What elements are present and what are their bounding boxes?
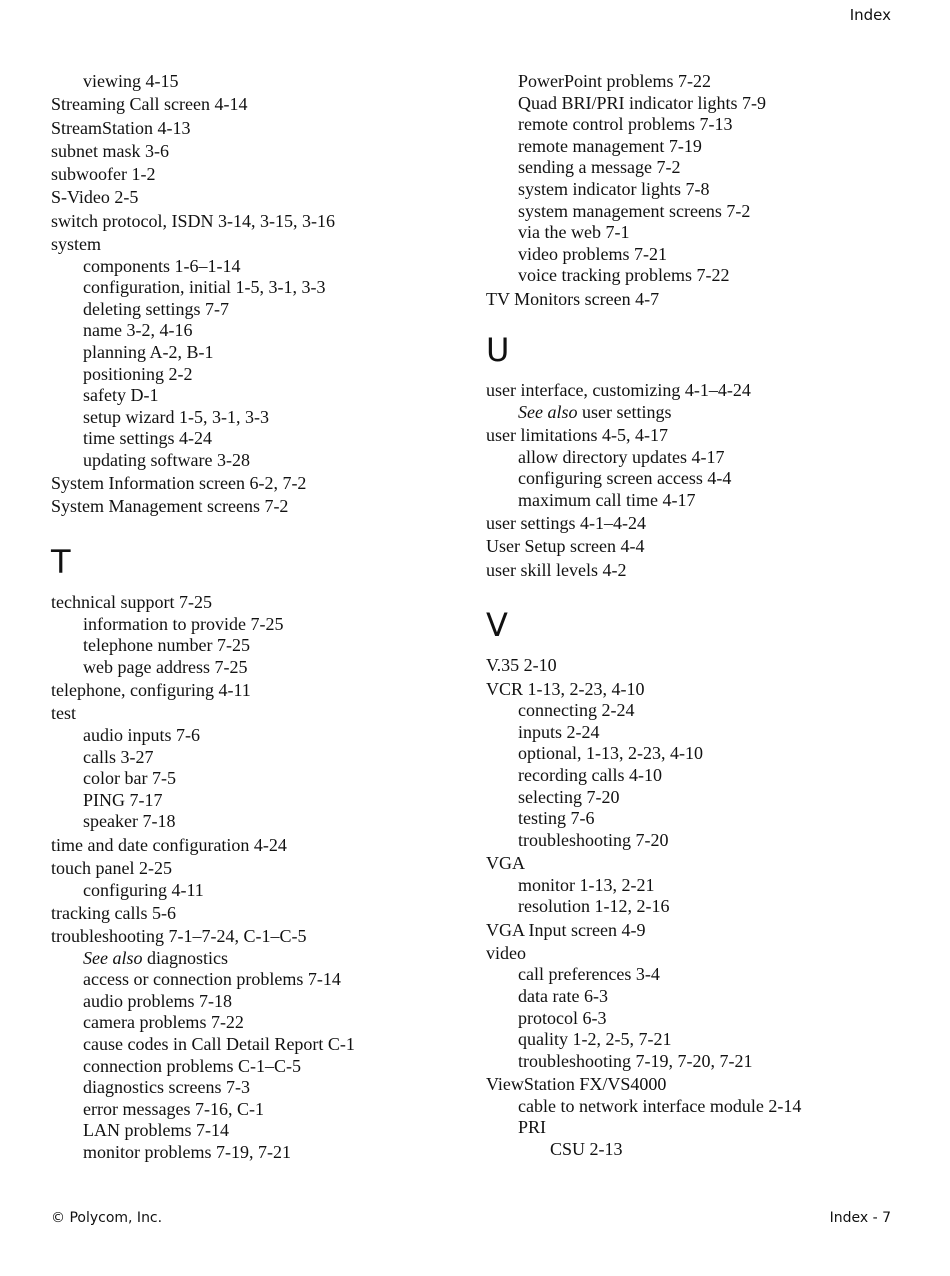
index-entry: technical support 7-25 xyxy=(51,592,212,613)
index-section-t xyxy=(51,544,461,1164)
index-entry: TV Monitors screen 4-7 xyxy=(486,288,660,309)
index-entry: telephone number 7-25 xyxy=(83,635,250,656)
index-entry: calls 3-27 xyxy=(83,746,154,767)
index-entry: cable to network interface module 2-14 xyxy=(518,1095,802,1116)
index-section-u xyxy=(486,332,916,581)
index-entry: V.35 2-10 xyxy=(486,655,557,676)
index-entry: CSU 2-13 xyxy=(550,1138,623,1159)
index-entry: subnet mask 3-6 xyxy=(51,140,169,161)
index-entry: name 3-2, 4-16 xyxy=(83,320,193,341)
index-entry: allow directory updates 4-17 xyxy=(518,446,725,467)
index-entry: access or connection problems 7-14 xyxy=(83,969,341,990)
footer-page-number: Index - 7 xyxy=(829,1210,891,1226)
index-entry: testing 7-6 xyxy=(518,808,595,829)
index-entry: user settings 4-1–4-24 xyxy=(486,513,646,534)
index-entry: tracking calls 5-6 xyxy=(51,902,176,923)
section-letter-v: V xyxy=(486,606,508,645)
see-also-label: See also xyxy=(83,947,143,968)
index-entry: Quad BRI/PRI indicator lights 7-9 xyxy=(518,92,766,113)
index-entry: configuring 4-11 xyxy=(83,879,204,900)
index-entry: viewing 4-15 xyxy=(83,71,179,91)
index-entry: optional, 1-13, 2-23, 4-10 xyxy=(518,743,703,764)
index-entry: time and date configuration 4-24 xyxy=(51,834,287,855)
index-entry: configuring screen access 4-4 xyxy=(518,468,732,489)
index-entry: monitor 1-13, 2-21 xyxy=(518,874,655,895)
index-entry: call preferences 3-4 xyxy=(518,964,660,985)
index-entry: time settings 4-24 xyxy=(83,428,212,449)
index-entry: selecting 7-20 xyxy=(518,786,620,807)
index-entry: color bar 7-5 xyxy=(83,768,176,789)
index-entry: VGA xyxy=(486,853,525,874)
index-entry: positioning 2-2 xyxy=(83,363,193,384)
index-entry: configuration, initial 1-5, 3-1, 3-3 xyxy=(83,277,326,298)
index-entry: speaker 7-18 xyxy=(83,811,176,832)
index-entry: PowerPoint problems 7-22 xyxy=(518,71,711,91)
index-entry: protocol 6-3 xyxy=(518,1007,607,1028)
index-entry: connection problems C-1–C-5 xyxy=(83,1055,301,1076)
index-entry: monitor problems 7-19, 7-21 xyxy=(83,1142,291,1163)
page-header-title: Index xyxy=(849,6,891,24)
index-entry: test xyxy=(51,703,76,724)
index-entry: setup wizard 1-5, 3-1, 3-3 xyxy=(83,406,269,427)
index-entry: web page address 7-25 xyxy=(83,656,248,677)
entries-continued-s xyxy=(51,71,461,518)
index-entry: audio problems 7-18 xyxy=(83,990,232,1011)
index-entry: User Setup screen 4-4 xyxy=(486,536,645,557)
index-column-left xyxy=(51,71,461,1164)
index-entry: quality 1-2, 2-5, 7-21 xyxy=(518,1029,672,1050)
index-entry xyxy=(51,948,461,970)
index-entry: inputs 2-24 xyxy=(518,721,600,742)
index-entry: PING 7-17 xyxy=(83,789,163,810)
entries-v xyxy=(486,655,916,1160)
index-entry: troubleshooting 7-19, 7-20, 7-21 xyxy=(518,1050,753,1071)
index-entry: resolution 1-12, 2-16 xyxy=(518,896,670,917)
index-entry: VGA Input screen 4-9 xyxy=(486,919,646,940)
index-entry: user skill levels 4-2 xyxy=(486,559,627,580)
footer-copyright: © Polycom, Inc. xyxy=(51,1210,163,1226)
index-entry: video xyxy=(486,942,526,963)
see-also-target: user settings xyxy=(577,401,672,422)
index-entry: data rate 6-3 xyxy=(518,985,608,1006)
index-entry: switch protocol, ISDN 3-14, 3-15, 3-16 xyxy=(51,210,335,231)
index-entry: camera problems 7-22 xyxy=(83,1012,244,1033)
index-entry: System Management screens 7-2 xyxy=(51,496,289,517)
index-entry: subwoofer 1-2 xyxy=(51,164,156,185)
index-entry: ViewStation FX/VS4000 xyxy=(486,1074,667,1095)
index-entry: error messages 7-16, C-1 xyxy=(83,1098,264,1119)
index-entry: safety D-1 xyxy=(83,385,159,406)
index-entry: PRI xyxy=(518,1117,547,1138)
index-entry: user interface, customizing 4-1–4-24 xyxy=(486,380,751,401)
index-entry: troubleshooting 7-1–7-24, C-1–C-5 xyxy=(51,926,307,947)
index-entry: recording calls 4-10 xyxy=(518,764,662,785)
index-entry: information to provide 7-25 xyxy=(83,613,284,634)
index-entry: system indicator lights 7-8 xyxy=(518,178,710,199)
index-entry: planning A-2, B-1 xyxy=(83,341,214,362)
index-entry: deleting settings 7-7 xyxy=(83,298,229,319)
index-entry: remote control problems 7-13 xyxy=(518,114,733,135)
index-entry xyxy=(486,402,916,424)
index-entry: LAN problems 7-14 xyxy=(83,1120,229,1141)
index-entry: via the web 7-1 xyxy=(518,222,630,243)
index-column-right xyxy=(486,71,916,1160)
index-entry: VCR 1-13, 2-23, 4-10 xyxy=(486,678,645,699)
index-entry: StreamStation 4-13 xyxy=(51,117,191,138)
index-entry: cause codes in Call Detail Report C-1 xyxy=(83,1034,355,1055)
index-entry: telephone, configuring 4-11 xyxy=(51,680,251,701)
index-entry: updating software 3-28 xyxy=(83,449,250,470)
section-letter-u: U xyxy=(486,331,510,370)
index-entry: audio inputs 7-6 xyxy=(83,725,200,745)
index-entry: remote management 7-19 xyxy=(518,135,702,156)
index-entry: Streaming Call screen 4-14 xyxy=(51,94,248,115)
index-section-v xyxy=(486,607,916,1160)
see-also-label: See also xyxy=(518,401,578,422)
entries-u xyxy=(486,380,916,581)
see-also-target: diagnostics xyxy=(142,947,228,968)
index-entry: video problems 7-21 xyxy=(518,243,667,264)
index-entry: touch panel 2-25 xyxy=(51,857,172,878)
index-entry: user limitations 4-5, 4-17 xyxy=(486,425,668,446)
index-entry: voice tracking problems 7-22 xyxy=(518,265,730,286)
index-entry: diagnostics screens 7-3 xyxy=(83,1077,250,1098)
index-entry: troubleshooting 7-20 xyxy=(518,829,669,850)
index-entry: S-Video 2-5 xyxy=(51,187,139,208)
index-entry: components 1-6–1-14 xyxy=(83,255,241,276)
entries-t xyxy=(51,592,461,1164)
index-entry: sending a message 7-2 xyxy=(518,157,681,178)
section-letter-t: T xyxy=(51,543,71,582)
index-entry: maximum call time 4-17 xyxy=(518,489,696,510)
index-entry: system management screens 7-2 xyxy=(518,200,751,221)
index-entry: System Information screen 6-2, 7-2 xyxy=(51,473,307,494)
entries-continued-troubleshooting xyxy=(486,71,916,310)
index-entry: system xyxy=(51,233,102,254)
index-entry: connecting 2-24 xyxy=(518,700,635,721)
